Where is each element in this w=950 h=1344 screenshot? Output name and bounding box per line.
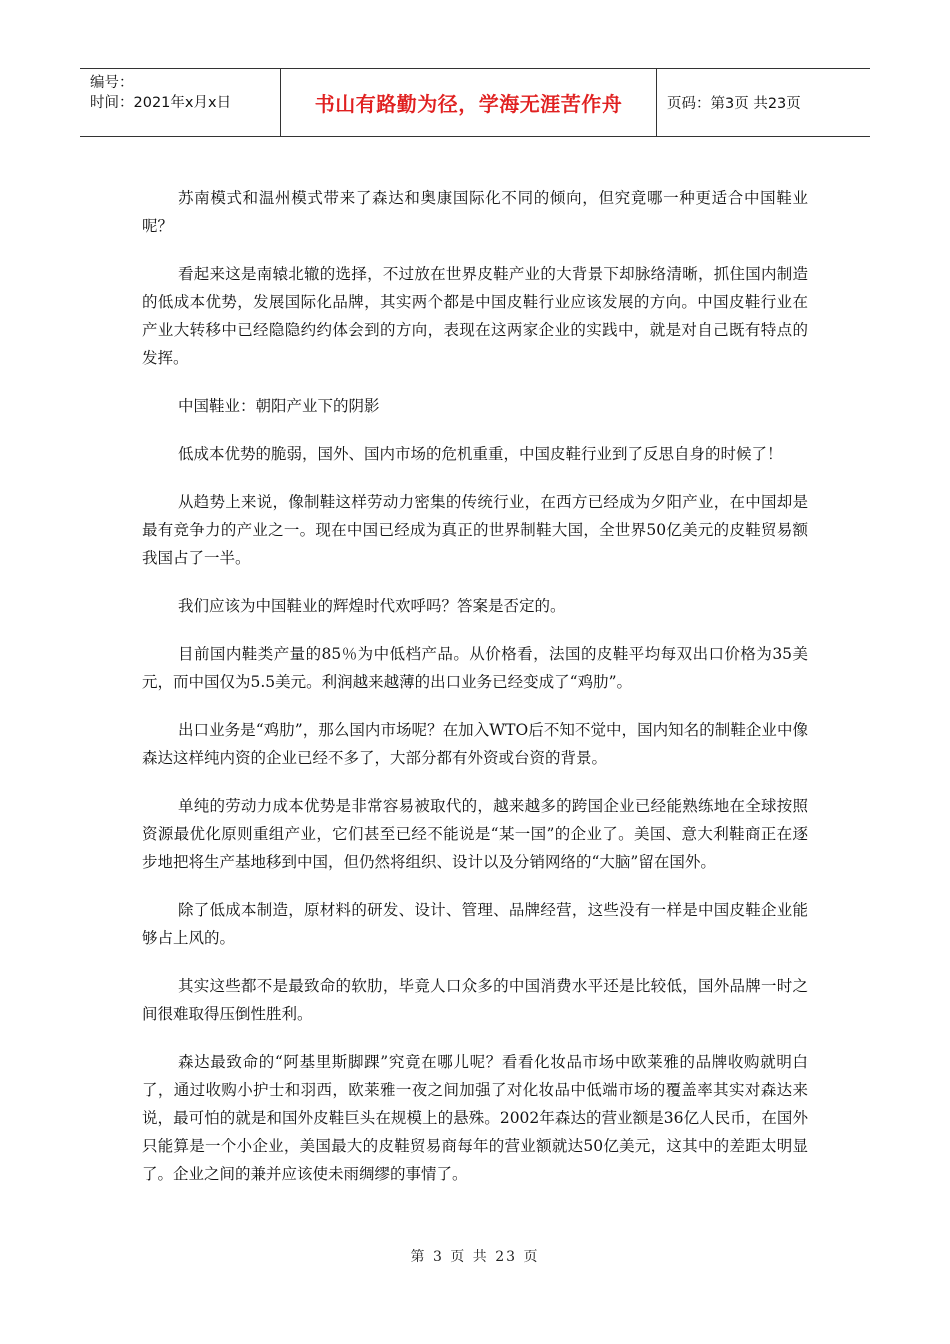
section-heading: 中国鞋业：朝阳产业下的阴影 xyxy=(178,397,380,415)
paragraph: 目前国内鞋类产量的85％为中低档产品。从价格看，法国的皮鞋平均每双出口价格为35美元，而中国仅为5.5美元。利润越来越薄的出口业务已经变成了“鸡肋”。 xyxy=(142,645,808,691)
paragraph: 出口业务是“鸡肋”，那么国内市场呢？在加入WTO后不知不觉中，国内知名的制鞋企业中像森达这样纯内资的企业已经不多了，大部分都有外资或台资的背景。 xyxy=(142,721,808,767)
paragraph: 低成本优势的脆弱，国外、国内市场的危机重重，中国皮鞋行业到了反思自身的时候了！ xyxy=(178,445,783,463)
paragraph: 森达最致命的“阿基里斯脚踝”究竟在哪儿呢？看看化妆品市场中欧莱雅的品牌收购就明白了，通过收购小护士和羽西，欧莱雅一夜之间加强了对化妆品中低端市场的覆盖率其实对森达来说，最可怕的就是和国外皮鞋巨头在规模上的悬殊。2002年森达的营业额是36亿人民币，在国外只能算是一个小企业，美国最大的皮鞋贸易商每年的营业额就达50亿美元，这其中的差距太明显了。企业之间的兼并应该使未雨绸缪的事情了。 xyxy=(142,1053,808,1183)
paragraph: 看起来这是南辕北辙的选择，不过放在世界皮鞋产业的大背景下却脉络清晰，抓住国内制造的低成本优势，发展国际化品牌，其实两个都是中国皮鞋行业应该发展的方向。中国皮鞋行业在产业大转移中已经隐隐约约体会到的方向，表现在这两家企业的实践中，就是对自己既有特点的发挥。 xyxy=(142,265,808,367)
header-motto: 书山有路勤为径，学海无涯苦作舟 xyxy=(280,69,657,136)
page-footer: 第 3 页 共 23 页 xyxy=(410,1249,540,1265)
paragraph: 其实这些都不是最致命的软肋，毕竟人口众多的中国消费水平还是比较低，国外品牌一时之间很难取得压倒性胜利。 xyxy=(142,977,808,1023)
paragraph: 单纯的劳动力成本优势是非常容易被取代的，越来越多的跨国企业已经能熟练地在全球按照资源最优化原则重组产业，它们甚至已经不能说是“某一国”的企业了。美国、意大利鞋商正在逐步地把将生产基地移到中国，但仍然将组织、设计以及分销网络的“大脑”留在国外。 xyxy=(142,797,808,871)
document-date: 时间：2021年x月x日 xyxy=(90,95,232,111)
header-page-info: 页码：第3页 共23页 xyxy=(667,96,801,112)
paragraph: 除了低成本制造，原材料的研发、设计、管理、品牌经营，这些没有一样是中国皮鞋企业能够占上风的。 xyxy=(142,901,808,947)
paragraph: 从趋势上来说，像制鞋这样劳动力密集的传统行业，在西方已经成为夕阳产业，在中国却是最有竞争力的产业之一。现在中国已经成为真正的世界制鞋大国，全世界50亿美元的皮鞋贸易额我国占了一半。 xyxy=(142,493,808,567)
document-body xyxy=(142,184,808,1208)
paragraph: 苏南模式和温州模式带来了森达和奥康国际化不同的倾向，但究竟哪一种更适合中国鞋业呢？ xyxy=(142,189,808,235)
document-header xyxy=(80,68,870,137)
document-number: 编号： xyxy=(90,75,134,91)
paragraph: 我们应该为中国鞋业的辉煌时代欢呼吗？答案是否定的。 xyxy=(178,597,566,615)
header-meta xyxy=(80,69,280,136)
